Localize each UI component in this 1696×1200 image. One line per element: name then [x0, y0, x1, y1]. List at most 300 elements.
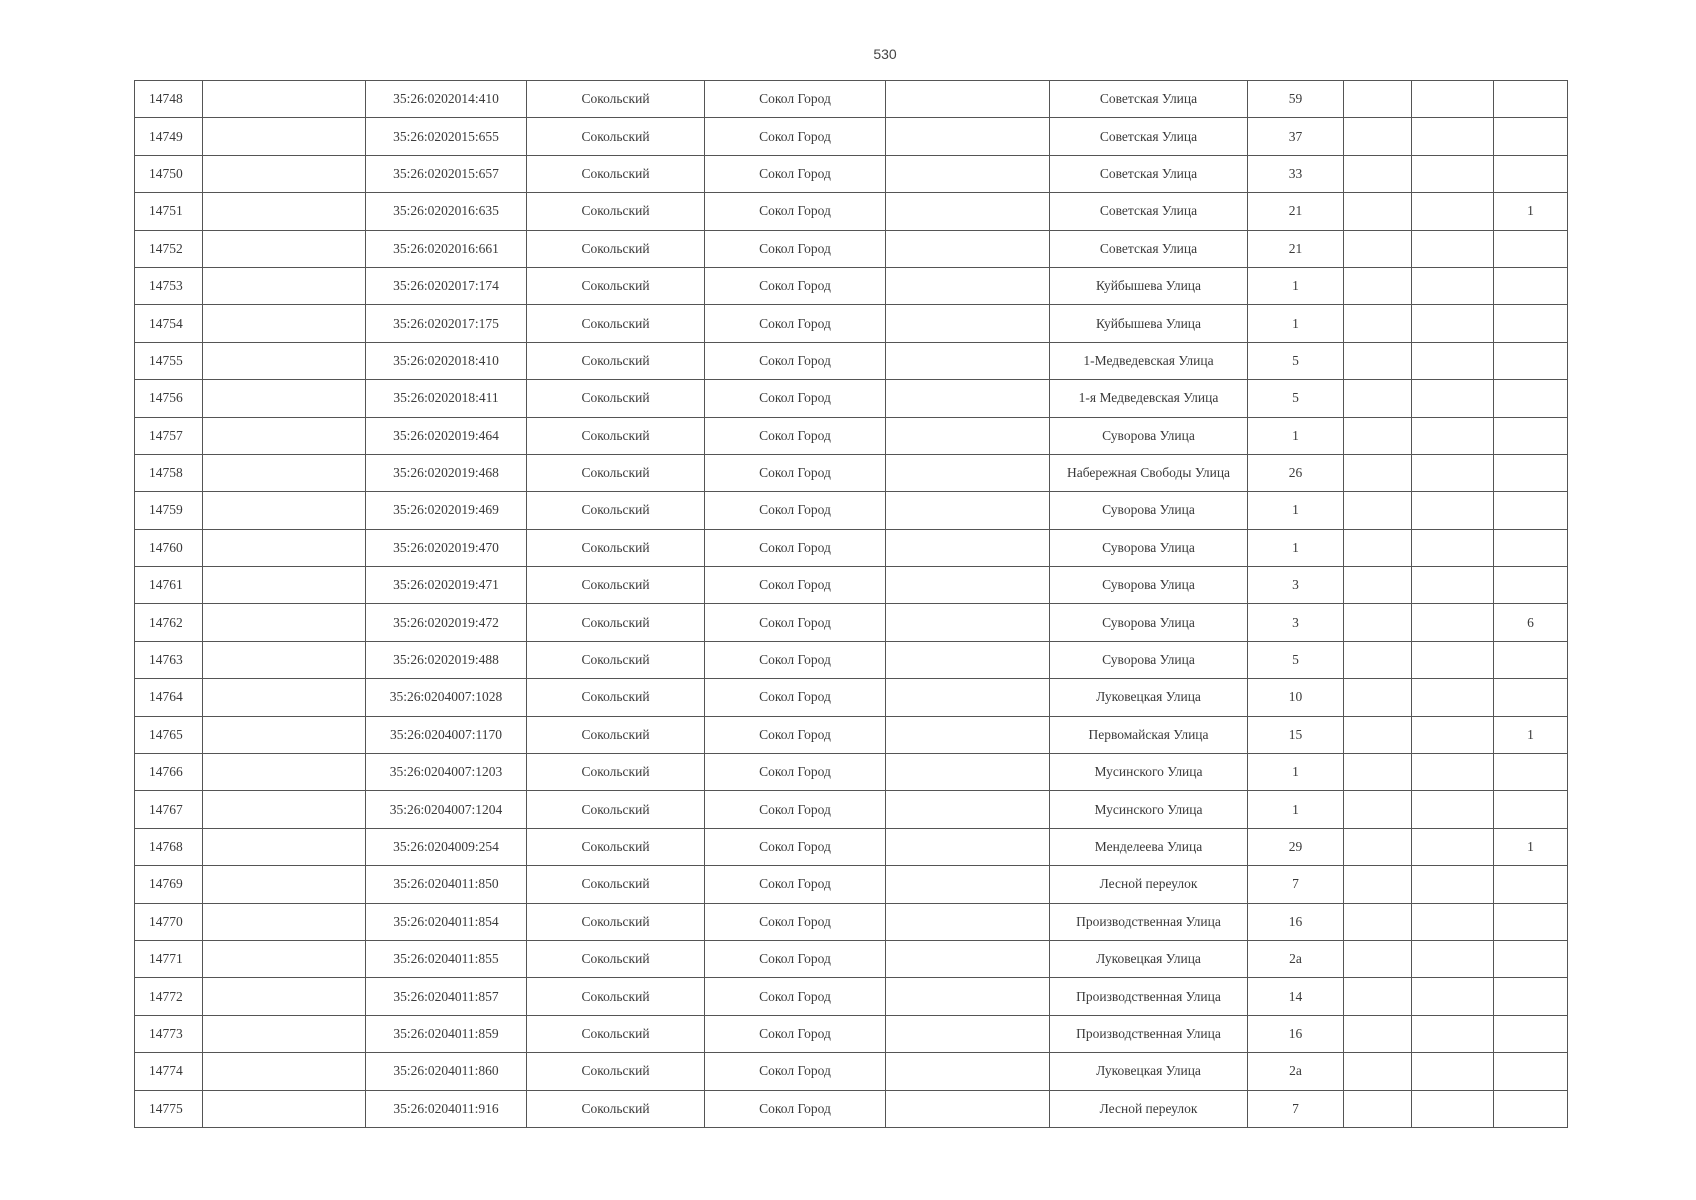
cadastral-number-cell: 35:26:0202019:464: [366, 417, 527, 454]
blank-cell: [1412, 940, 1494, 977]
house-number-cell: 1: [1248, 305, 1344, 342]
house-number-cell: 21: [1248, 230, 1344, 267]
count-cell: [1494, 641, 1568, 678]
locality-cell: Сокол Город: [705, 492, 886, 529]
cadastral-number-cell: 35:26:0204009:254: [366, 828, 527, 865]
blank-cell: [886, 529, 1050, 566]
cadastral-number-cell: 35:26:0204011:860: [366, 1053, 527, 1090]
house-number-cell: 1: [1248, 417, 1344, 454]
district-cell: Сокольский: [527, 978, 705, 1015]
table-row: [135, 641, 1568, 678]
row-number-cell: 14774: [135, 1053, 203, 1090]
street-cell: Суворова Улица: [1050, 567, 1248, 604]
blank-cell: [1344, 716, 1412, 753]
blank-cell: [1412, 417, 1494, 454]
house-number-cell: 15: [1248, 716, 1344, 753]
blank-cell: [886, 305, 1050, 342]
blank-cell: [203, 754, 366, 791]
blank-cell: [203, 978, 366, 1015]
blank-cell: [1412, 230, 1494, 267]
count-cell: [1494, 1015, 1568, 1052]
table-row: [135, 828, 1568, 865]
table-row: [135, 1053, 1568, 1090]
house-number-cell: 29: [1248, 828, 1344, 865]
street-cell: Луковецкая Улица: [1050, 1053, 1248, 1090]
cadastral-number-cell: 35:26:0204011:850: [366, 866, 527, 903]
blank-cell: [886, 417, 1050, 454]
registry-body: [135, 81, 1568, 1128]
blank-cell: [886, 866, 1050, 903]
street-cell: Лесной переулок: [1050, 1090, 1248, 1127]
blank-cell: [886, 492, 1050, 529]
row-number-cell: 14749: [135, 118, 203, 155]
locality-cell: Сокол Город: [705, 1015, 886, 1052]
locality-cell: Сокол Город: [705, 1090, 886, 1127]
street-cell: Производственная Улица: [1050, 1015, 1248, 1052]
blank-cell: [1412, 81, 1494, 118]
cadastral-number-cell: 35:26:0204007:1203: [366, 754, 527, 791]
house-number-cell: 7: [1248, 866, 1344, 903]
blank-cell: [1344, 417, 1412, 454]
street-cell: Суворова Улица: [1050, 492, 1248, 529]
district-cell: Сокольский: [527, 529, 705, 566]
table-row: [135, 529, 1568, 566]
row-number-cell: 14750: [135, 155, 203, 192]
blank-cell: [1412, 1090, 1494, 1127]
street-cell: Набережная Свободы Улица: [1050, 454, 1248, 491]
count-cell: [1494, 679, 1568, 716]
count-cell: [1494, 492, 1568, 529]
count-cell: [1494, 940, 1568, 977]
cadastral-number-cell: 35:26:0202017:174: [366, 267, 527, 304]
blank-cell: [1344, 1015, 1412, 1052]
table-row: [135, 193, 1568, 230]
blank-cell: [1412, 1015, 1494, 1052]
district-cell: Сокольский: [527, 604, 705, 641]
district-cell: Сокольский: [527, 1090, 705, 1127]
blank-cell: [1344, 754, 1412, 791]
house-number-cell: 5: [1248, 342, 1344, 379]
count-cell: 1: [1494, 828, 1568, 865]
cadastral-number-cell: 35:26:0204011:916: [366, 1090, 527, 1127]
cadastral-number-cell: 35:26:0202019:470: [366, 529, 527, 566]
row-number-cell: 14761: [135, 567, 203, 604]
table-row: [135, 1090, 1568, 1127]
blank-cell: [886, 155, 1050, 192]
street-cell: Куйбышева Улица: [1050, 267, 1248, 304]
cadastral-number-cell: 35:26:0204011:854: [366, 903, 527, 940]
table-row: [135, 342, 1568, 379]
blank-cell: [1344, 641, 1412, 678]
blank-cell: [1412, 791, 1494, 828]
locality-cell: Сокол Город: [705, 679, 886, 716]
blank-cell: [203, 791, 366, 828]
locality-cell: Сокол Город: [705, 641, 886, 678]
blank-cell: [203, 716, 366, 753]
locality-cell: Сокол Город: [705, 267, 886, 304]
blank-cell: [1412, 716, 1494, 753]
blank-cell: [1344, 380, 1412, 417]
blank-cell: [1344, 828, 1412, 865]
row-number-cell: 14770: [135, 903, 203, 940]
blank-cell: [203, 81, 366, 118]
blank-cell: [1412, 903, 1494, 940]
blank-cell: [203, 828, 366, 865]
table-row: [135, 940, 1568, 977]
count-cell: [1494, 567, 1568, 604]
cadastral-number-cell: 35:26:0202016:661: [366, 230, 527, 267]
locality-cell: Сокол Город: [705, 380, 886, 417]
blank-cell: [1344, 529, 1412, 566]
locality-cell: Сокол Город: [705, 81, 886, 118]
count-cell: [1494, 866, 1568, 903]
street-cell: Производственная Улица: [1050, 978, 1248, 1015]
district-cell: Сокольский: [527, 193, 705, 230]
house-number-cell: 2а: [1248, 1053, 1344, 1090]
locality-cell: Сокол Город: [705, 230, 886, 267]
blank-cell: [1412, 641, 1494, 678]
street-cell: Советская Улица: [1050, 230, 1248, 267]
house-number-cell: 1: [1248, 529, 1344, 566]
district-cell: Сокольский: [527, 641, 705, 678]
blank-cell: [1412, 155, 1494, 192]
count-cell: [1494, 305, 1568, 342]
row-number-cell: 14757: [135, 417, 203, 454]
blank-cell: [1344, 679, 1412, 716]
table-row: [135, 230, 1568, 267]
row-number-cell: 14763: [135, 641, 203, 678]
district-cell: Сокольский: [527, 754, 705, 791]
count-cell: [1494, 342, 1568, 379]
street-cell: Производственная Улица: [1050, 903, 1248, 940]
street-cell: Суворова Улица: [1050, 417, 1248, 454]
count-cell: [1494, 754, 1568, 791]
blank-cell: [203, 1015, 366, 1052]
count-cell: [1494, 417, 1568, 454]
row-number-cell: 14754: [135, 305, 203, 342]
district-cell: Сокольский: [527, 380, 705, 417]
street-cell: Суворова Улица: [1050, 641, 1248, 678]
row-number-cell: 14764: [135, 679, 203, 716]
cadastral-number-cell: 35:26:0202015:657: [366, 155, 527, 192]
house-number-cell: 1: [1248, 754, 1344, 791]
blank-cell: [203, 679, 366, 716]
blank-cell: [1344, 1090, 1412, 1127]
page-number: 530: [873, 46, 897, 62]
blank-cell: [203, 230, 366, 267]
row-number-cell: 14753: [135, 267, 203, 304]
blank-cell: [203, 1090, 366, 1127]
table-row: [135, 866, 1568, 903]
house-number-cell: 1: [1248, 492, 1344, 529]
blank-cell: [886, 828, 1050, 865]
blank-cell: [1412, 193, 1494, 230]
house-number-cell: 16: [1248, 903, 1344, 940]
district-cell: Сокольский: [527, 155, 705, 192]
district-cell: Сокольский: [527, 305, 705, 342]
blank-cell: [886, 791, 1050, 828]
street-cell: Суворова Улица: [1050, 529, 1248, 566]
table-row: [135, 492, 1568, 529]
blank-cell: [1412, 342, 1494, 379]
cadastral-number-cell: 35:26:0204011:857: [366, 978, 527, 1015]
district-cell: Сокольский: [527, 492, 705, 529]
street-cell: Советская Улица: [1050, 118, 1248, 155]
blank-cell: [1412, 866, 1494, 903]
street-cell: Луковецкая Улица: [1050, 679, 1248, 716]
district-cell: Сокольский: [527, 342, 705, 379]
blank-cell: [1344, 155, 1412, 192]
district-cell: Сокольский: [527, 903, 705, 940]
row-number-cell: 14766: [135, 754, 203, 791]
district-cell: Сокольский: [527, 118, 705, 155]
blank-cell: [1412, 1053, 1494, 1090]
blank-cell: [203, 193, 366, 230]
blank-cell: [886, 380, 1050, 417]
cadastral-number-cell: 35:26:0204011:859: [366, 1015, 527, 1052]
blank-cell: [886, 1053, 1050, 1090]
street-cell: Куйбышева Улица: [1050, 305, 1248, 342]
row-number-cell: 14767: [135, 791, 203, 828]
cadastral-number-cell: 35:26:0202016:635: [366, 193, 527, 230]
table-row: [135, 118, 1568, 155]
district-cell: Сокольский: [527, 230, 705, 267]
blank-cell: [1344, 1053, 1412, 1090]
district-cell: Сокольский: [527, 940, 705, 977]
table-row: [135, 155, 1568, 192]
blank-cell: [203, 492, 366, 529]
blank-cell: [1344, 81, 1412, 118]
house-number-cell: 33: [1248, 155, 1344, 192]
blank-cell: [886, 604, 1050, 641]
cadastral-number-cell: 35:26:0202015:655: [366, 118, 527, 155]
cadastral-number-cell: 35:26:0202017:175: [366, 305, 527, 342]
blank-cell: [1412, 604, 1494, 641]
row-number-cell: 14755: [135, 342, 203, 379]
blank-cell: [1344, 230, 1412, 267]
cadastral-number-cell: 35:26:0202014:410: [366, 81, 527, 118]
blank-cell: [203, 267, 366, 304]
blank-cell: [203, 380, 366, 417]
blank-cell: [203, 342, 366, 379]
cadastral-number-cell: 35:26:0202019:469: [366, 492, 527, 529]
street-cell: Советская Улица: [1050, 193, 1248, 230]
blank-cell: [1412, 978, 1494, 1015]
table-row: [135, 305, 1568, 342]
blank-cell: [886, 1015, 1050, 1052]
table-row: [135, 417, 1568, 454]
blank-cell: [1344, 567, 1412, 604]
blank-cell: [886, 978, 1050, 1015]
district-cell: Сокольский: [527, 866, 705, 903]
cadastral-number-cell: 35:26:0202018:411: [366, 380, 527, 417]
count-cell: [1494, 155, 1568, 192]
row-number-cell: 14748: [135, 81, 203, 118]
locality-cell: Сокол Город: [705, 716, 886, 753]
street-cell: Суворова Улица: [1050, 604, 1248, 641]
registry-table: [134, 80, 1568, 1128]
blank-cell: [886, 454, 1050, 491]
blank-cell: [203, 417, 366, 454]
blank-cell: [203, 118, 366, 155]
locality-cell: Сокол Город: [705, 118, 886, 155]
count-cell: [1494, 903, 1568, 940]
count-cell: [1494, 978, 1568, 1015]
blank-cell: [886, 342, 1050, 379]
row-number-cell: 14751: [135, 193, 203, 230]
row-number-cell: 14758: [135, 454, 203, 491]
house-number-cell: 3: [1248, 567, 1344, 604]
blank-cell: [886, 81, 1050, 118]
locality-cell: Сокол Город: [705, 454, 886, 491]
locality-cell: Сокол Город: [705, 828, 886, 865]
count-cell: [1494, 1090, 1568, 1127]
count-cell: [1494, 118, 1568, 155]
table-row: [135, 267, 1568, 304]
cadastral-number-cell: 35:26:0204007:1204: [366, 791, 527, 828]
house-number-cell: 5: [1248, 641, 1344, 678]
blank-cell: [886, 267, 1050, 304]
house-number-cell: 59: [1248, 81, 1344, 118]
district-cell: Сокольский: [527, 567, 705, 604]
row-number-cell: 14759: [135, 492, 203, 529]
blank-cell: [1344, 866, 1412, 903]
blank-cell: [203, 155, 366, 192]
district-cell: Сокольский: [527, 828, 705, 865]
blank-cell: [1344, 604, 1412, 641]
table-row: [135, 454, 1568, 491]
district-cell: Сокольский: [527, 1053, 705, 1090]
house-number-cell: 1: [1248, 791, 1344, 828]
blank-cell: [1344, 791, 1412, 828]
district-cell: Сокольский: [527, 679, 705, 716]
count-cell: [1494, 454, 1568, 491]
blank-cell: [203, 903, 366, 940]
blank-cell: [1412, 679, 1494, 716]
district-cell: Сокольский: [527, 267, 705, 304]
table-row: [135, 978, 1568, 1015]
blank-cell: [203, 305, 366, 342]
blank-cell: [203, 940, 366, 977]
street-cell: 1-Медведевская Улица: [1050, 342, 1248, 379]
table-row: [135, 716, 1568, 753]
locality-cell: Сокол Город: [705, 417, 886, 454]
blank-cell: [1344, 978, 1412, 1015]
street-cell: Луковецкая Улица: [1050, 940, 1248, 977]
locality-cell: Сокол Город: [705, 866, 886, 903]
blank-cell: [203, 529, 366, 566]
blank-cell: [1344, 903, 1412, 940]
count-cell: 1: [1494, 716, 1568, 753]
row-number-cell: 14765: [135, 716, 203, 753]
cadastral-number-cell: 35:26:0202018:410: [366, 342, 527, 379]
blank-cell: [203, 454, 366, 491]
blank-cell: [886, 230, 1050, 267]
house-number-cell: 2а: [1248, 940, 1344, 977]
count-cell: [1494, 529, 1568, 566]
locality-cell: Сокол Город: [705, 305, 886, 342]
street-cell: 1-я Медведевская Улица: [1050, 380, 1248, 417]
blank-cell: [1344, 193, 1412, 230]
blank-cell: [886, 641, 1050, 678]
blank-cell: [1412, 529, 1494, 566]
locality-cell: Сокол Город: [705, 342, 886, 379]
house-number-cell: 1: [1248, 267, 1344, 304]
table-row: [135, 81, 1568, 118]
street-cell: Советская Улица: [1050, 81, 1248, 118]
street-cell: Лесной переулок: [1050, 866, 1248, 903]
blank-cell: [203, 604, 366, 641]
table-row: [135, 754, 1568, 791]
blank-cell: [886, 903, 1050, 940]
house-number-cell: 14: [1248, 978, 1344, 1015]
table-row: [135, 567, 1568, 604]
blank-cell: [1412, 380, 1494, 417]
house-number-cell: 21: [1248, 193, 1344, 230]
row-number-cell: 14769: [135, 866, 203, 903]
blank-cell: [1344, 940, 1412, 977]
street-cell: Мусинского Улица: [1050, 791, 1248, 828]
blank-cell: [1344, 118, 1412, 155]
blank-cell: [1412, 454, 1494, 491]
row-number-cell: 14775: [135, 1090, 203, 1127]
cadastral-number-cell: 35:26:0204007:1028: [366, 679, 527, 716]
table-row: [135, 1015, 1568, 1052]
cadastral-number-cell: 35:26:0204011:855: [366, 940, 527, 977]
house-number-cell: 16: [1248, 1015, 1344, 1052]
cadastral-number-cell: 35:26:0202019:472: [366, 604, 527, 641]
blank-cell: [886, 679, 1050, 716]
blank-cell: [886, 1090, 1050, 1127]
blank-cell: [886, 754, 1050, 791]
blank-cell: [1344, 342, 1412, 379]
district-cell: Сокольский: [527, 791, 705, 828]
house-number-cell: 5: [1248, 380, 1344, 417]
count-cell: 6: [1494, 604, 1568, 641]
blank-cell: [1412, 267, 1494, 304]
table-row: [135, 903, 1568, 940]
count-cell: [1494, 1053, 1568, 1090]
row-number-cell: 14762: [135, 604, 203, 641]
table-row: [135, 380, 1568, 417]
street-cell: Первомайская Улица: [1050, 716, 1248, 753]
blank-cell: [1412, 305, 1494, 342]
blank-cell: [1344, 454, 1412, 491]
cadastral-number-cell: 35:26:0204007:1170: [366, 716, 527, 753]
locality-cell: Сокол Город: [705, 1053, 886, 1090]
locality-cell: Сокол Город: [705, 529, 886, 566]
street-cell: Мусинского Улица: [1050, 754, 1248, 791]
locality-cell: Сокол Город: [705, 791, 886, 828]
row-number-cell: 14760: [135, 529, 203, 566]
district-cell: Сокольский: [527, 81, 705, 118]
count-cell: [1494, 230, 1568, 267]
blank-cell: [203, 866, 366, 903]
district-cell: Сокольский: [527, 454, 705, 491]
blank-cell: [886, 716, 1050, 753]
blank-cell: [886, 940, 1050, 977]
locality-cell: Сокол Город: [705, 604, 886, 641]
street-cell: Менделеева Улица: [1050, 828, 1248, 865]
table-row: [135, 679, 1568, 716]
count-cell: [1494, 81, 1568, 118]
blank-cell: [1412, 492, 1494, 529]
row-number-cell: 14773: [135, 1015, 203, 1052]
blank-cell: [1412, 828, 1494, 865]
blank-cell: [203, 1053, 366, 1090]
count-cell: [1494, 791, 1568, 828]
count-cell: [1494, 380, 1568, 417]
